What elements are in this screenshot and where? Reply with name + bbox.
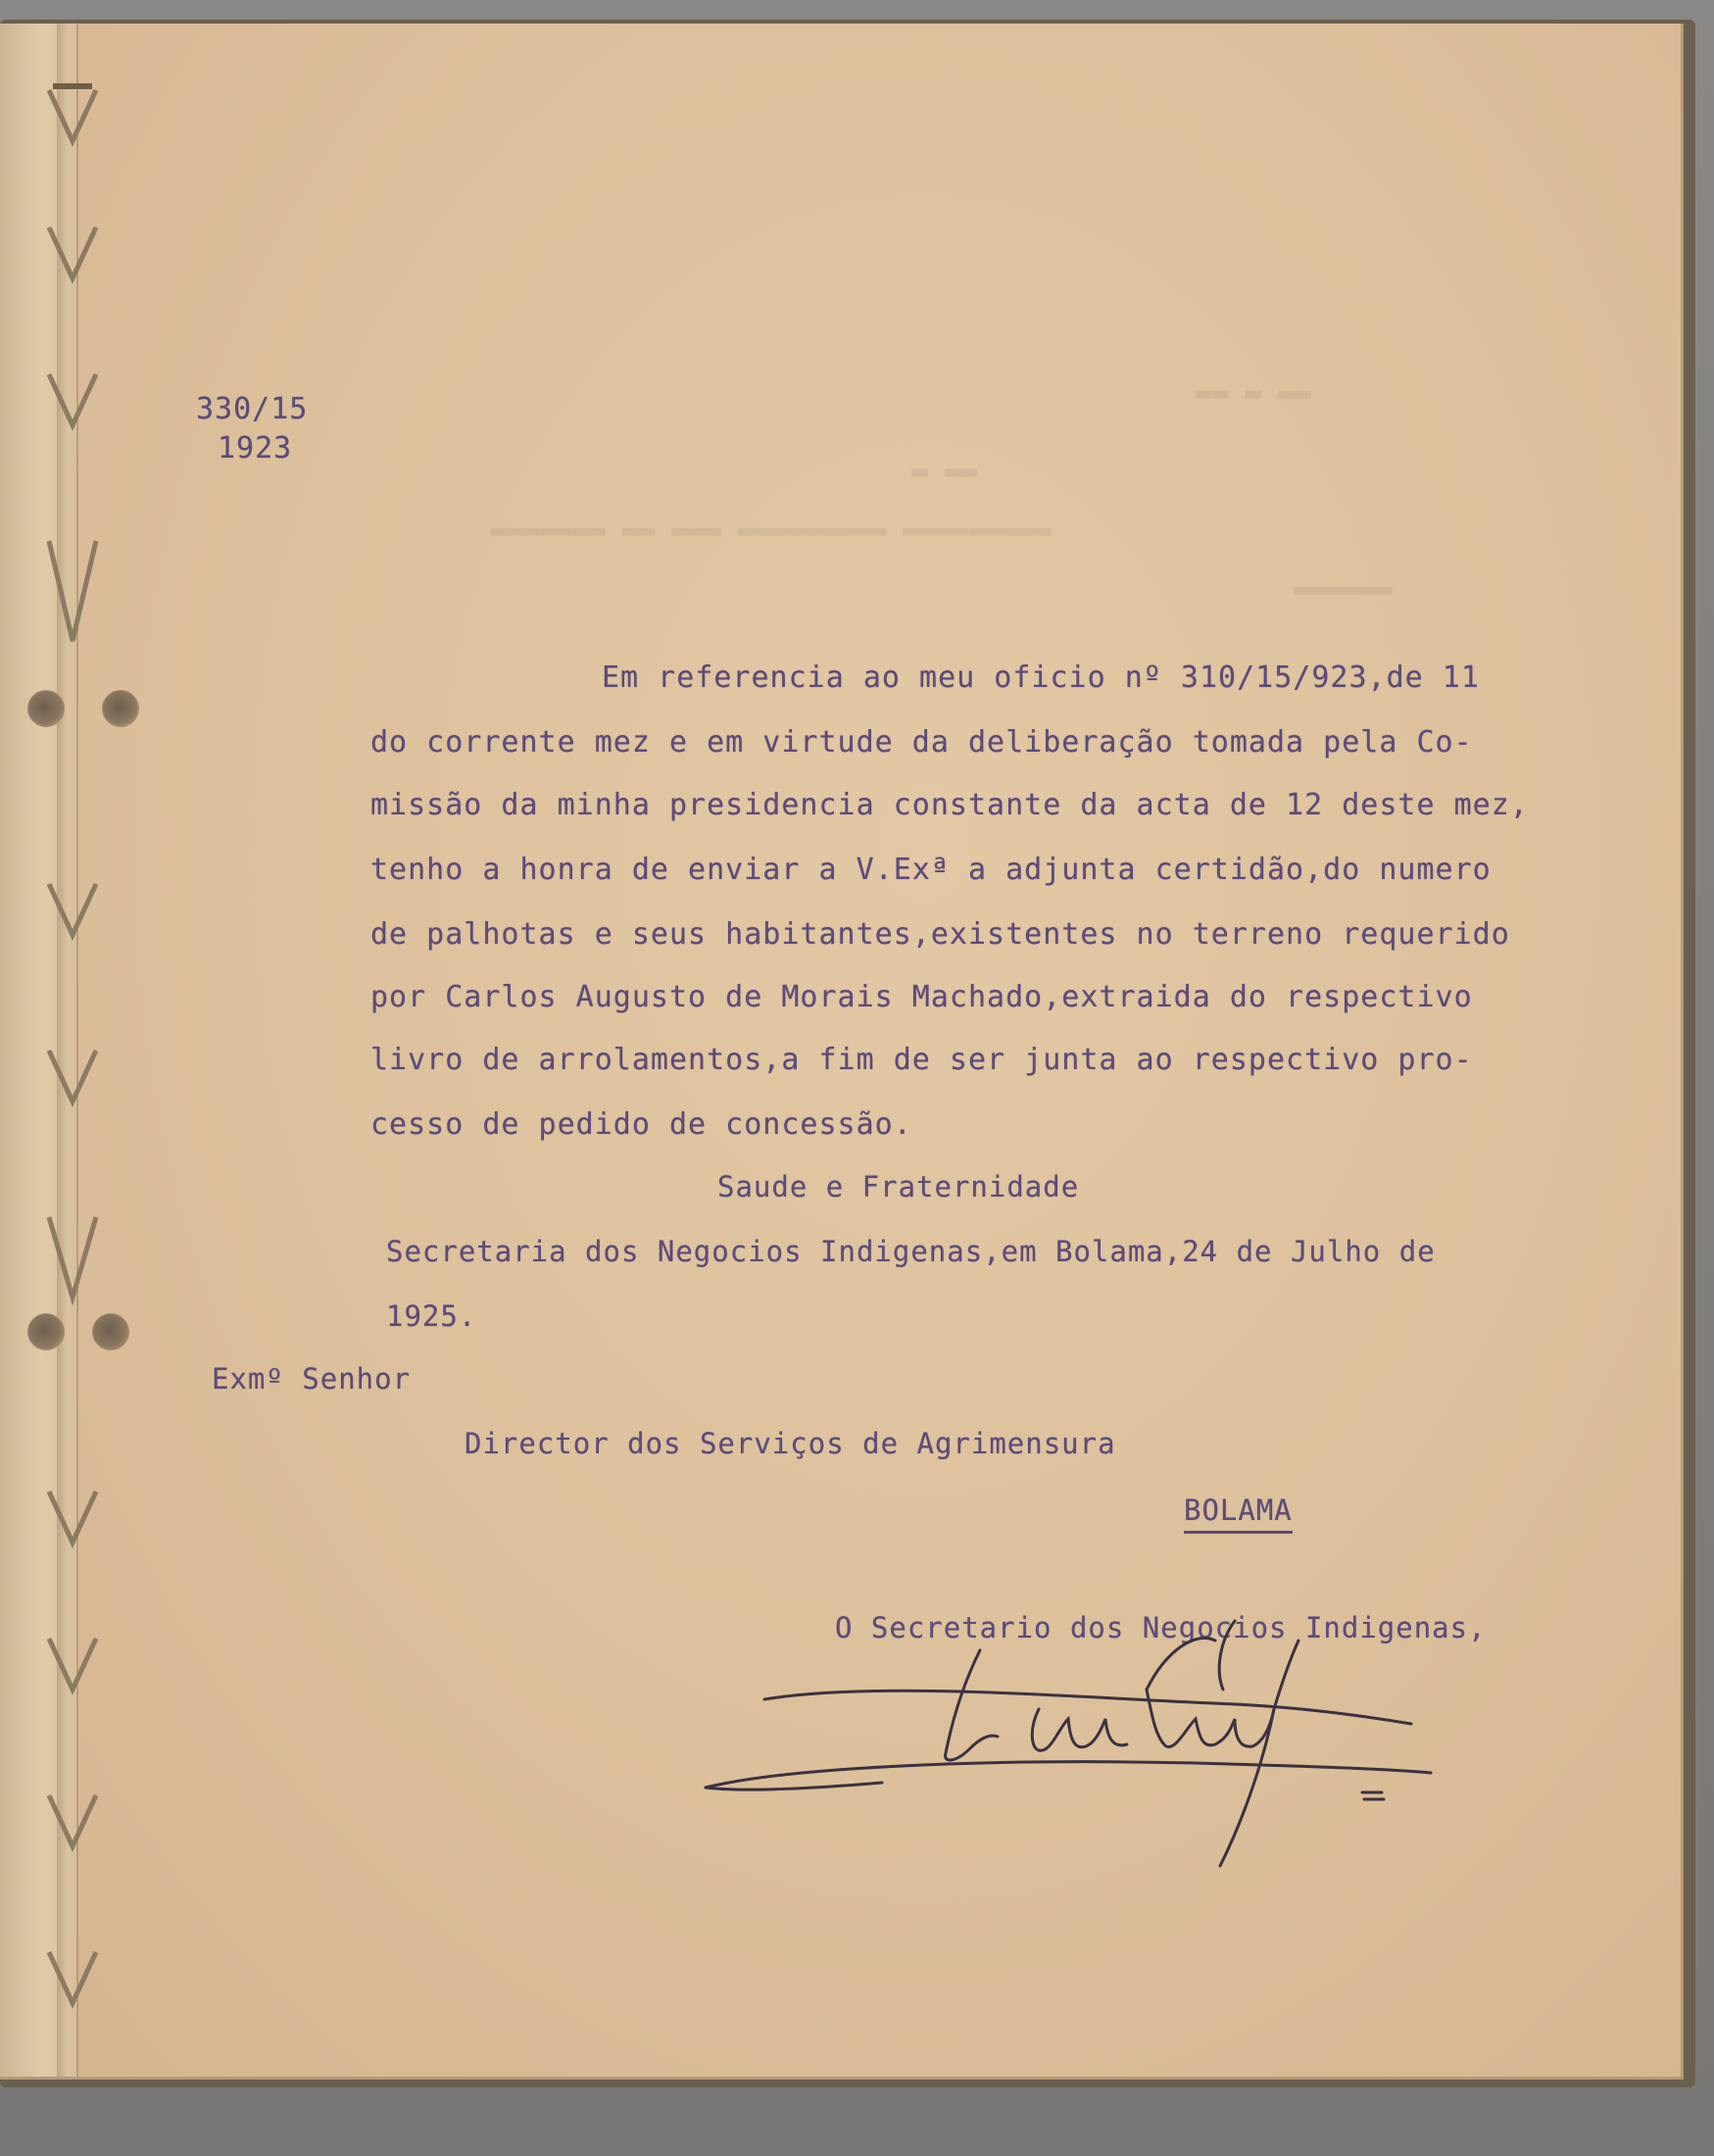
stitch-icon [43, 533, 102, 651]
stitch-icon [43, 220, 102, 288]
recipient: Director dos Serviços de Agrimensura [465, 1427, 1116, 1460]
body-line: por Carlos Augusto de Morais Machado,extraida do respectivo [370, 980, 1473, 1014]
body-line: livro de arrolamentos,a fim de ser junta ao respectivo pro- [370, 1043, 1473, 1077]
punch-hole [92, 1313, 129, 1350]
stitch-icon [43, 367, 102, 435]
handwritten-signature [686, 1582, 1470, 1876]
body-line: de palhotas e seus habitantes,existentes no terreno requerido [370, 917, 1510, 952]
stitch-icon [43, 876, 102, 945]
recipient-location: BOLAMA [1184, 1494, 1293, 1534]
show-through-mark: ▬ ▬▬ [911, 455, 978, 487]
stitch-icon [43, 1788, 102, 1856]
stitch-icon [43, 1631, 102, 1699]
place-date-year: 1925. [386, 1299, 477, 1333]
stitch-icon [43, 82, 102, 151]
body-line: missão da minha presidencia constante da acta de 12 deste mez, [370, 788, 1529, 822]
stitch-icon [43, 1944, 102, 2013]
show-through-mark: ▬▬▬▬▬▬▬ ▬▬ ▬▬▬ ▬▬▬▬▬▬▬▬▬ ▬▬▬▬▬▬▬▬▬ [490, 514, 1053, 546]
body-line: Em referencia ao meu oficio nº 310/15/923,de 11 [602, 661, 1480, 695]
body-line: cesso de pedido de concessão. [370, 1107, 912, 1142]
show-through-mark: ▬▬▬▬▬▬ [1294, 572, 1394, 605]
punch-hole [27, 690, 65, 727]
document-page [0, 24, 1684, 2080]
reference-year: 1923 [218, 431, 293, 466]
signatory-title: O Secretario dos Negocios Indigenas, [835, 1611, 1487, 1644]
salutation: Exmº Senhor [212, 1362, 412, 1396]
place-date: Secretaria dos Negocios Indigenas,em Bolama,24 de Julho de [386, 1235, 1436, 1268]
stitch-icon [43, 1043, 102, 1111]
body-line: do corrente mez e em virtude da deliberação tomada pela Co- [370, 725, 1473, 760]
punch-hole [27, 1313, 65, 1350]
show-through-mark: ▬▬ ▬ ▬▬ [1196, 376, 1312, 409]
stitch-icon [43, 1209, 102, 1307]
stitch-icon [43, 1484, 102, 1552]
closing-formula: Saude e Fraternidade [717, 1170, 1080, 1203]
punch-hole [102, 690, 139, 727]
body-line: tenho a honra de enviar a V.Exª a adjunta certidão,do numero [370, 853, 1492, 887]
reference-number: 330/15 [196, 392, 309, 426]
